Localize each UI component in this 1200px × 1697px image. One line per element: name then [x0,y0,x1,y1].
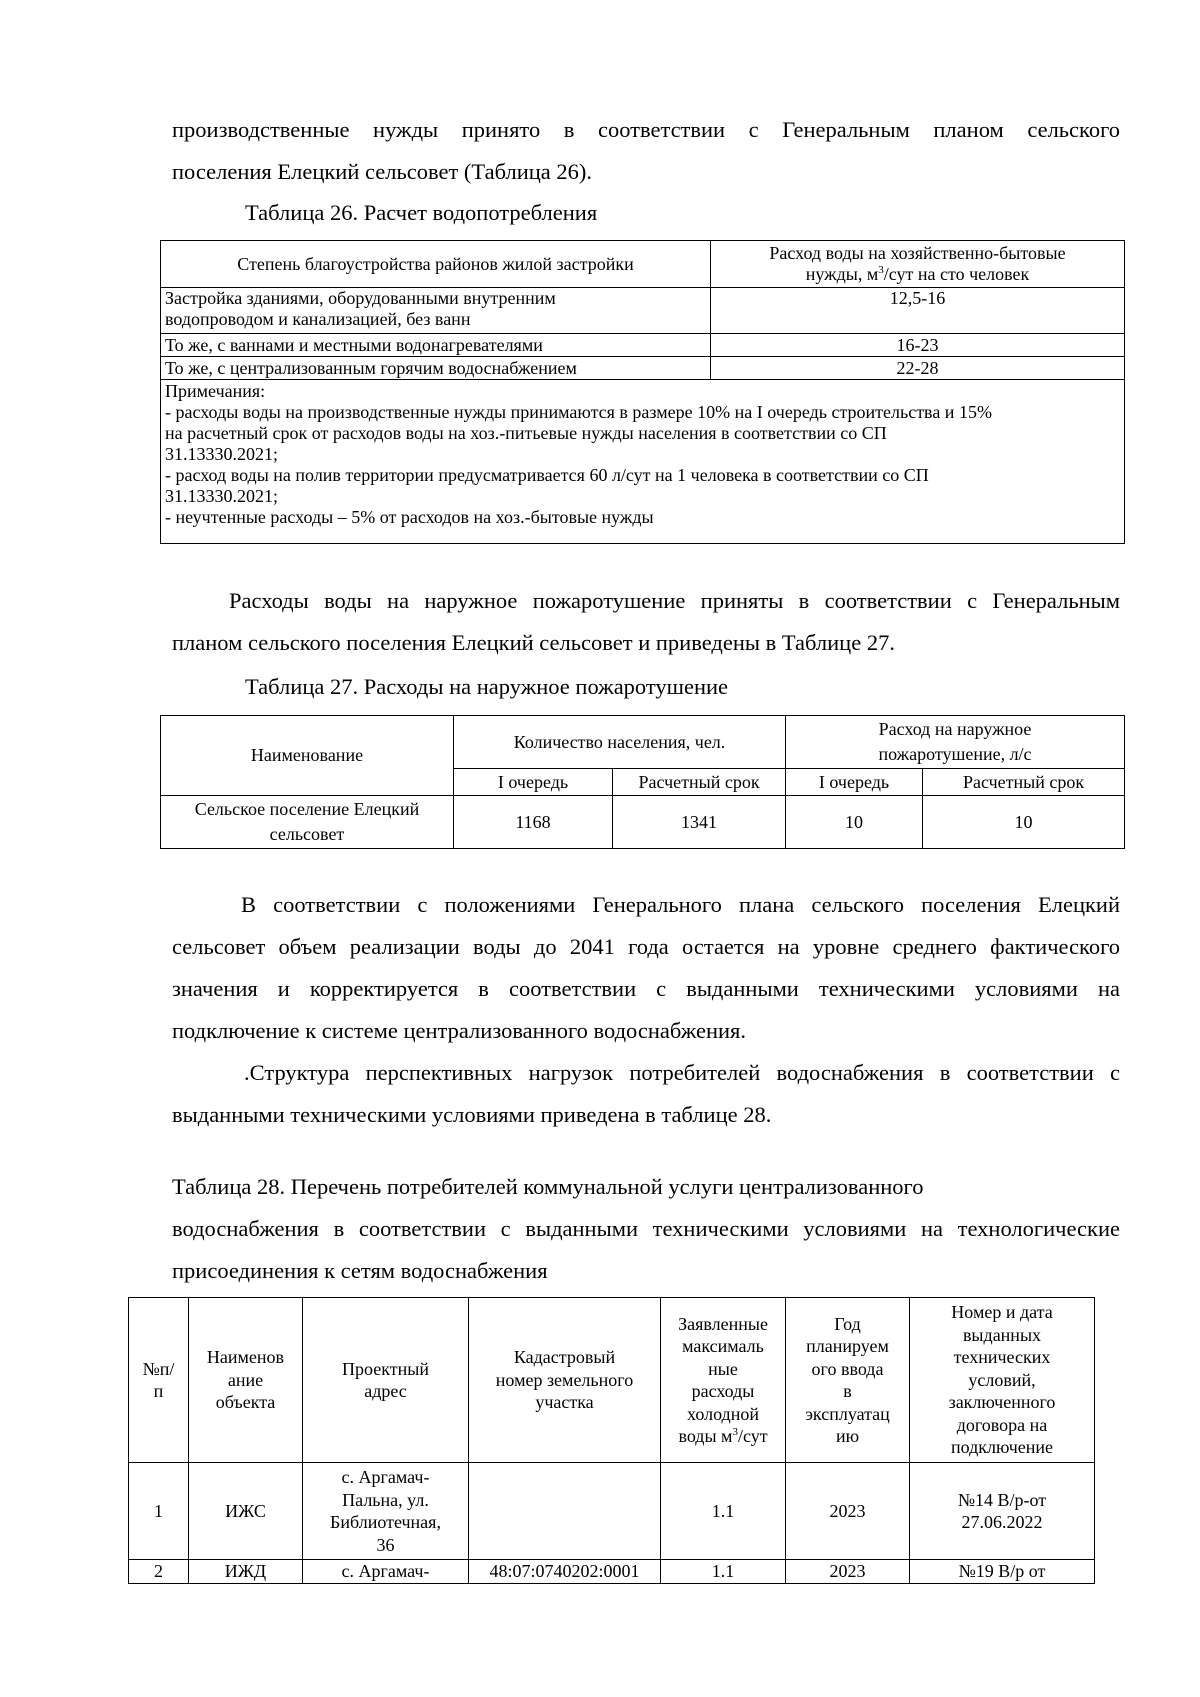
header-line: эксплуатац [805,1403,890,1424]
table26-value: 22-28 [711,357,1125,380]
table27-header-name: Наименование [161,716,454,796]
table27-header-population: Количество населения, чел. [454,716,786,769]
header-line: участка [535,1392,594,1413]
table28-cell-num: 1 [129,1463,189,1560]
table-row [161,288,1125,334]
header-line: п [153,1381,164,1401]
header-line: подключение [950,1437,1054,1458]
genplan-line: сельсовет объем реализации воды до 2041 года остается на уровне среднего фактического [172,934,1120,959]
table28-header-year [786,1298,910,1463]
cell-line: №14 В/р-от [957,1489,1047,1510]
structure-paragraph [172,1052,1120,1136]
header-line: Заявленные [678,1313,768,1334]
header-text-pre: воды м [678,1426,733,1446]
fire-paragraph [172,580,1120,664]
table28-cell-year: 2023 [786,1463,910,1560]
table27-caption: Таблица 27. Расходы на наружное пожаротушение [245,674,729,699]
table27-header-fire [786,716,1125,769]
note-line: на расчетный срок от расходов воды на хоз.-питьевые нужды населения в соответствии со СП [165,423,887,443]
header-line: условий, [968,1369,1036,1390]
table27-header-row [161,716,1125,769]
table27-subheader: I очередь [454,769,613,796]
intro-paragraph [172,109,1120,193]
table27-fire-flow [160,715,1125,849]
note-line: Примечания: [165,381,266,401]
table27-name-cell [161,796,454,849]
table28-cell-address: с. Аргамач- [303,1560,469,1584]
table28-cell-name: ИЖД [189,1560,303,1584]
genplan-paragraph [172,884,1120,1052]
cell-line: Пальна, ул. [342,1489,429,1510]
table-row [129,1560,1095,1584]
table26-cell: То же, с централизованным горячим водоснабжением [161,357,711,380]
header-line: максималь [682,1336,764,1356]
cell-line: Застройка зданиями, оборудованными внутренним [165,288,556,308]
table27-subheader: Расчетный срок [613,769,786,796]
table28-cell-flow: 1.1 [661,1463,786,1560]
header-line: Год [834,1313,861,1334]
table26-water-consumption [160,240,1125,544]
table27-value: 10 [786,796,923,849]
cell-line: сельсовет [269,824,345,844]
table28-header-conditions [910,1298,1095,1463]
table26-header-cell: Степень благоустройства районов жилой застройки [161,241,711,288]
cell-line: 27.06.2022 [961,1512,1043,1532]
structure-line-1: .Структура перспективных нагрузок потребителей водоснабжения в соответствии с [244,1060,1120,1085]
header-line: расходы [691,1381,755,1401]
table26-header-cell [711,241,1125,288]
table28-cell-conditions [910,1463,1095,1560]
table26-header-line: Расход воды на хозяйственно-бытовые [769,243,1066,263]
note-line: 31.13330.2021; [165,486,279,506]
header-line: договора на [956,1414,1048,1435]
table28-cell-num: 2 [129,1560,189,1584]
header-line: ные [708,1358,738,1379]
table26-header-row [161,241,1125,288]
table27-value: 1341 [613,796,786,849]
note-line: 31.13330.2021; [165,444,279,464]
table26-value: 12,5-16 [711,288,1125,334]
table27-subheader: Расчетный срок [923,769,1125,796]
table28-cell-flow: 1.1 [661,1560,786,1584]
table26-notes-row [161,380,1125,544]
table-row [161,796,1125,849]
superscript: 3 [878,264,884,276]
table26-cell [161,288,711,334]
table28-header-name [189,1298,303,1463]
cell-line: с. Аргамач- [341,1467,430,1487]
table27-value: 10 [923,796,1125,849]
header-line: Номер и дата [951,1302,1053,1323]
intro-line-2: поселения Елецкий сельсовет (Таблица 26). [172,159,593,184]
table-row [161,334,1125,357]
cell-line: Сельское поселение Елецкий [194,799,420,819]
fire-line-2: планом сельского поселения Елецкий сельсовет и приведены в Таблице 27. [172,630,895,655]
table28-cell-cadastral: 48:07:0740202:0001 [469,1560,661,1584]
table28-cell-name: ИЖС [189,1463,303,1560]
table26-caption: Таблица 26. Расчет водопотребления [245,200,598,225]
header-line: в [843,1381,852,1401]
genplan-line: подключение к системе централизованного водоснабжения. [172,1018,747,1043]
header-line: Расход на наружное [878,719,1032,739]
table28-header-address [303,1298,469,1463]
structure-line-2: выданными техническими условиями приведена в таблице 28. [172,1102,772,1127]
table28-cell-address [303,1463,469,1560]
table28-cell-cadastral [469,1463,661,1560]
table28-header-max-flow [661,1298,786,1463]
table27-value: 1168 [454,796,613,849]
genplan-line: значения и корректируется в соответствии с выданными техническими условиями на [172,976,1120,1001]
header-line: планируем [806,1336,889,1356]
header-line: заключенного [948,1392,1056,1413]
table26-cell: То же, с ваннами и местными водонагревателями [161,334,711,357]
header-line: технических [953,1347,1051,1368]
header-line: №п/ [142,1358,175,1379]
table27-subheader: I очередь [786,769,923,796]
header-line: холодной [687,1403,759,1424]
genplan-line: В соответствии с положениями Генерального плана сельского поселения Елецкий [241,892,1120,917]
header-line: Проектный [342,1358,429,1379]
header-line: адрес [364,1381,407,1401]
header-text-post: /сут [737,1426,768,1446]
table28-consumers [128,1297,1095,1584]
note-line: - неучтенные расходы – 5% от расходов на хоз.-бытовые нужды [165,507,654,527]
table28-caption [172,1166,1120,1292]
note-line: - расход воды на полив территории предусматривается 60 л/сут на 1 человека в соответствии со СП [165,465,929,485]
table26-value: 16-23 [711,334,1125,357]
table28-caption-line: присоединения к сетям водоснабжения [172,1258,548,1283]
superscript: 3 [732,1426,738,1438]
header-text-post: /сут на сто человек [883,264,1030,284]
header-line: ию [835,1426,860,1446]
table26-notes [161,380,1125,544]
header-line: пожаротушение, л/с [878,744,1032,764]
header-line: объекта [215,1392,276,1413]
table28-caption-line: Таблица 28. Перечень потребителей коммунальной услуги централизованного [172,1174,924,1199]
header-line: выданных [962,1324,1042,1345]
header-line: номер земельного [495,1369,634,1390]
table-row [161,357,1125,380]
header-line: Наименов [206,1347,285,1368]
intro-line-1: производственные нужды принято в соответствии с Генеральным планом сельского [172,117,1120,142]
table28-caption-line: водоснабжения в соответствии с выданными техническими условиями на технологические [172,1216,1120,1241]
cell-line: водопроводом и канализацией, без ванн [165,309,471,329]
header-text-pre: нужды, м [805,264,879,284]
header-line: ого ввода [811,1358,884,1379]
table26-header-line [715,264,1120,285]
note-line: - расходы воды на производственные нужды принимаются в размере 10% на I очередь строительства и 15% [165,402,992,422]
table28-header-cadastral [469,1298,661,1463]
header-line: ание [227,1369,264,1390]
header-line: Кадастровый [513,1347,616,1368]
table28-header-num [129,1298,189,1463]
table28-cell-conditions: №19 В/р от [910,1560,1095,1584]
cell-line: Библиотечная, [330,1512,441,1532]
table28-header-row [129,1298,1095,1463]
cell-line: 36 [376,1534,395,1555]
table28-cell-year: 2023 [786,1560,910,1584]
fire-line-1: Расходы воды на наружное пожаротушение приняты в соответствии с Генеральным [229,588,1120,613]
header-line [665,1425,781,1448]
table-row [129,1463,1095,1560]
